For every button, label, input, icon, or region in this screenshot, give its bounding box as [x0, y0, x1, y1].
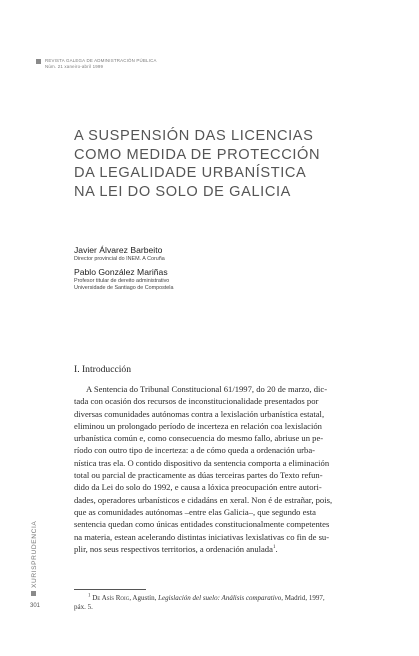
- footnote-number: 1: [88, 593, 91, 599]
- journal-header: [36, 58, 157, 70]
- body-line: dades, operadores urbanísticos e cidadáns en xeral. Non é de estrañar, pois,: [74, 494, 333, 505]
- author-block: [74, 245, 165, 263]
- journal-issue: Núm. 21 xaneiro-abril 1999: [45, 64, 104, 69]
- footnote-author-given: , Agustín,: [129, 594, 159, 602]
- title-line: DA LEGALIDADE URBANÍSTICA: [74, 165, 307, 182]
- author-affiliation: Director provincial do INEM. A Coruña: [74, 256, 165, 262]
- title-line: NA LEI DO SOLO DE GALICIA: [74, 183, 291, 200]
- author-block: [74, 267, 174, 292]
- body-line: nística tras ela. O contido dispositivo da sentencia comporta a eliminación: [74, 457, 330, 468]
- body-line: diversas comunidades autónomas contra a lexislación urbanística estatal,: [74, 408, 325, 419]
- article-title: [74, 127, 374, 201]
- body-line: ríodo con outro tipo de incerteza: a de cómo queda a ordenación urba-: [74, 445, 316, 456]
- author-name: Javier Álvarez Barbeito: [74, 245, 163, 255]
- author-affiliation: Universidade de Santiago de Compostela: [74, 285, 174, 292]
- body-line: na materia, estean acelerando distintas iniciativas lexislativas co fin de su-: [74, 531, 330, 542]
- body-line: plir, nos seus respectivos territorios, a ordenación anulada: [74, 543, 273, 554]
- section-heading: I. Introducción: [74, 364, 132, 375]
- footnote: [74, 594, 364, 613]
- body-line: total ou parcial de practicamente as dúas terceiras partes do Texto refun-: [74, 470, 323, 481]
- footnote-details: , Madrid, 1997,: [281, 594, 325, 602]
- body-line: A Sentencia do Tribunal Constitucional 61/1997, do 20 de marzo, dic-: [86, 384, 328, 394]
- footnote-author: De Asís Roig: [92, 594, 130, 602]
- body-line: dido da Lei do solo do 1992, e causa a lóxica preocupación entre autori-: [74, 482, 322, 493]
- section-square-icon: [31, 591, 36, 596]
- page-number: 301: [30, 603, 41, 609]
- side-label-text: XURISPRUDENCIA: [31, 520, 38, 588]
- footnote-work: Legislación del suelo: Análisis comparativo: [158, 594, 282, 602]
- title-line: COMO MEDIDA DE PROTECCIÓN: [74, 146, 321, 163]
- body-line-last: plir, nos seus respectivos territorios, a ordenación anulada$^1$.: [74, 543, 278, 554]
- body-text: [74, 383, 364, 555]
- footnote-details-line2: páx. 5.: [74, 603, 93, 612]
- author-affiliation: Profesor titular de dereito administrativo: [74, 278, 170, 284]
- journal-square-icon: [36, 59, 41, 64]
- body-line: tada con ocasión dos recursos de inconstitucionalidade presentados por: [74, 396, 319, 407]
- body-line: que as comunidades autónomas –entre elas Galicia–, que segundo esta: [74, 506, 316, 517]
- title-line: A SUSPENSIÓN DAS LICENCIAS: [74, 128, 314, 144]
- section-side-label: [31, 520, 121, 596]
- body-line: sentencia quedan como únicas entidades constitucionalmente competentes: [74, 519, 330, 530]
- journal-name: REVISTA GALEGA DE ADMINISTRACIÓN PÚBLICA: [45, 58, 157, 63]
- body-line: urbanística común e, como consecuencia do mesmo fallo, abriuse un pe-: [74, 433, 324, 444]
- body-line: eliminou un prolongado período de incerteza en relación coa lexislación: [74, 420, 322, 431]
- footnote-reference[interactable]: 1: [272, 545, 276, 550]
- author-name: Pablo González Mariñas: [74, 267, 168, 277]
